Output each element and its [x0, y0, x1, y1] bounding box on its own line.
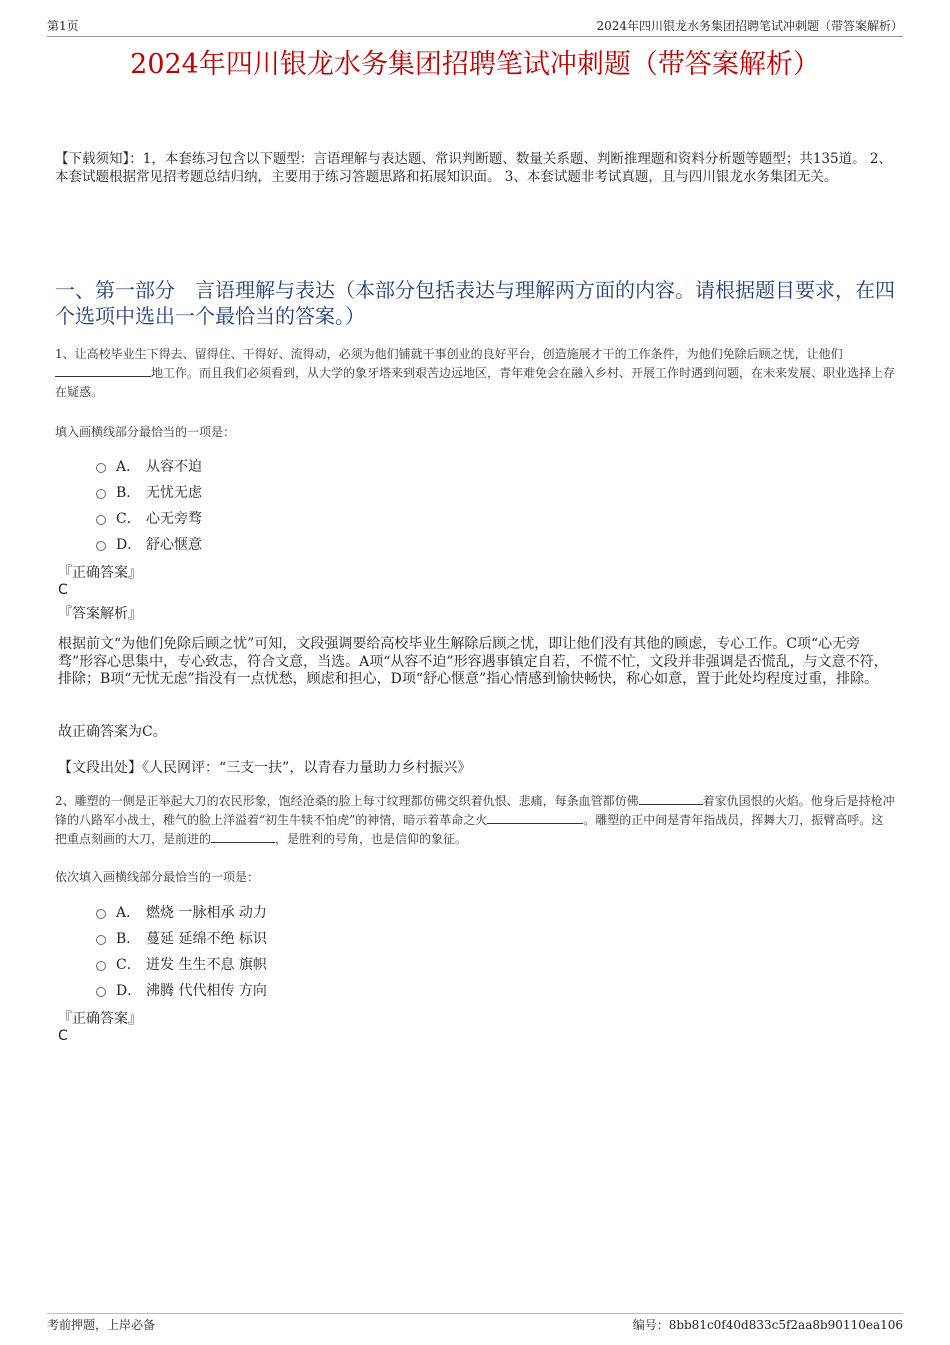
answer-label: 『正确答案』 [58, 1011, 142, 1027]
option-d[interactable]: D． 舒心惬意 [96, 531, 202, 557]
question-2-prompt: 依次填入画横线部分最恰当的一项是： [55, 870, 260, 884]
question-2-text: 2、雕塑的一侧是正举起大刀的农民形象，饱经沧桑的脸上每寸纹理都仿佛交织着仇恨、悲痛，每条血管都仿佛 着家仇国恨的火焰。他身后是持枪冲锋的八路军小战士，稚气的脸上洋溢着“初生牛犊不怕虎”的神情，暗示着革命之火 。雕塑的正中间是青年指战员，挥舞大刀，振臂高呼。这把重点刻画的大刀，是前进的 ，是胜利的号角，也是信仰的象征。 [55, 794, 895, 846]
answer-value: C [58, 582, 68, 598]
analysis-label: 『答案解析』 [58, 606, 142, 622]
analysis-conclusion: 故正确答案为C。 [58, 724, 167, 740]
page-footer [47, 1313, 903, 1333]
header-doc-title: 2024年四川银龙水务集团招聘笔试冲刺题（带答案解析） [596, 19, 903, 33]
answer-label: 『正确答案』 [58, 565, 142, 581]
radio-icon[interactable] [96, 515, 106, 525]
radio-icon[interactable] [96, 541, 106, 551]
radio-icon[interactable] [96, 987, 106, 997]
page-number: 第1页 [47, 19, 79, 33]
fill-blank [487, 811, 583, 824]
radio-icon[interactable] [96, 961, 106, 971]
question-2-options [96, 899, 267, 1003]
radio-icon[interactable] [96, 935, 106, 945]
option-c[interactable]: C． 心无旁骛 [96, 505, 202, 531]
answer-value: C [58, 1028, 68, 1044]
option-c[interactable]: C． 迸发 生生不息 旗帜 [96, 951, 267, 977]
option-d[interactable]: D． 沸腾 代代相传 方向 [96, 977, 267, 1003]
fill-blank [639, 792, 703, 805]
option-b[interactable]: B． 无忧无虑 [96, 479, 202, 505]
section-heading: 一、第一部分 言语理解与表达（本部分包括表达与理解两方面的内容。请根据题目要求，在四个选项中选出一个最恰当的答案。） [55, 278, 895, 328]
option-a[interactable]: A． 从容不迫 [96, 453, 202, 479]
footer-slogan: 考前押题，上岸必备 [47, 1318, 156, 1332]
fill-blank [211, 830, 275, 843]
radio-icon[interactable] [96, 909, 106, 919]
fill-blank [55, 364, 151, 377]
radio-icon[interactable] [96, 489, 106, 499]
option-a[interactable]: A． 燃烧 一脉相承 动力 [96, 899, 267, 925]
question-1-prompt: 填入画横线部分最恰当的一项是： [55, 425, 236, 439]
page-title: 2024年四川银龙水务集团招聘笔试冲刺题（带答案解析） [130, 49, 820, 80]
radio-icon[interactable] [96, 463, 106, 473]
question-1-options [96, 453, 202, 557]
page-header [47, 14, 903, 37]
question-1-text: 1、让高校毕业生下得去、留得住、干得好、流得动，必须为他们铺就干事创业的良好平台，创造施展才干的工作条件，为他们免除后顾之忧，让他们地工作。而且我们必须看到，从大学的象牙塔来到艰苦边远地区，青年难免会在融入乡村、开展工作时遇到问题，在未来发展、职业选择上存在疑惑。 [55, 347, 896, 399]
download-notice: 【下载须知】：1，本套练习包含以下题型：言语理解与表达题、常识判断题、数量关系题、判断推理题和资料分析题等题型；共135道。 2、本套试题根据常见招考题总结归纳，主要用于练习答题思路和拓展知识面。 3、本套试题非考试真题，且与四川银龙水务集团无关。 [55, 151, 892, 185]
document-id: 编号：8bb81c0f40d833c5f2aa8b90110ea106 [632, 1318, 903, 1332]
passage-source: 【文段出处】《人民网评：“三支一扶”，以青春力量助力乡村振兴》 [58, 760, 472, 776]
analysis-text: 根据前文“为他们免除后顾之忧”可知，文段强调要给高校毕业生解除后顾之忧，即让他们没有其他的顾虑，专心工作。C项“心无旁骛”形容心思集中，专心致志，符合文意，当选。A项“从容不迫”形容遇事镇定自若，不慌不忙，文段并非强调是否慌乱，与文意不符，排除；B项“无忧无虑”指没有一点忧愁，顾虑和担心，D项“舒心惬意”指心情感到愉快畅快，称心如意，置于此处均程度过重，排除。 [58, 636, 888, 687]
option-b[interactable]: B． 蔓延 延绵不绝 标识 [96, 925, 267, 951]
